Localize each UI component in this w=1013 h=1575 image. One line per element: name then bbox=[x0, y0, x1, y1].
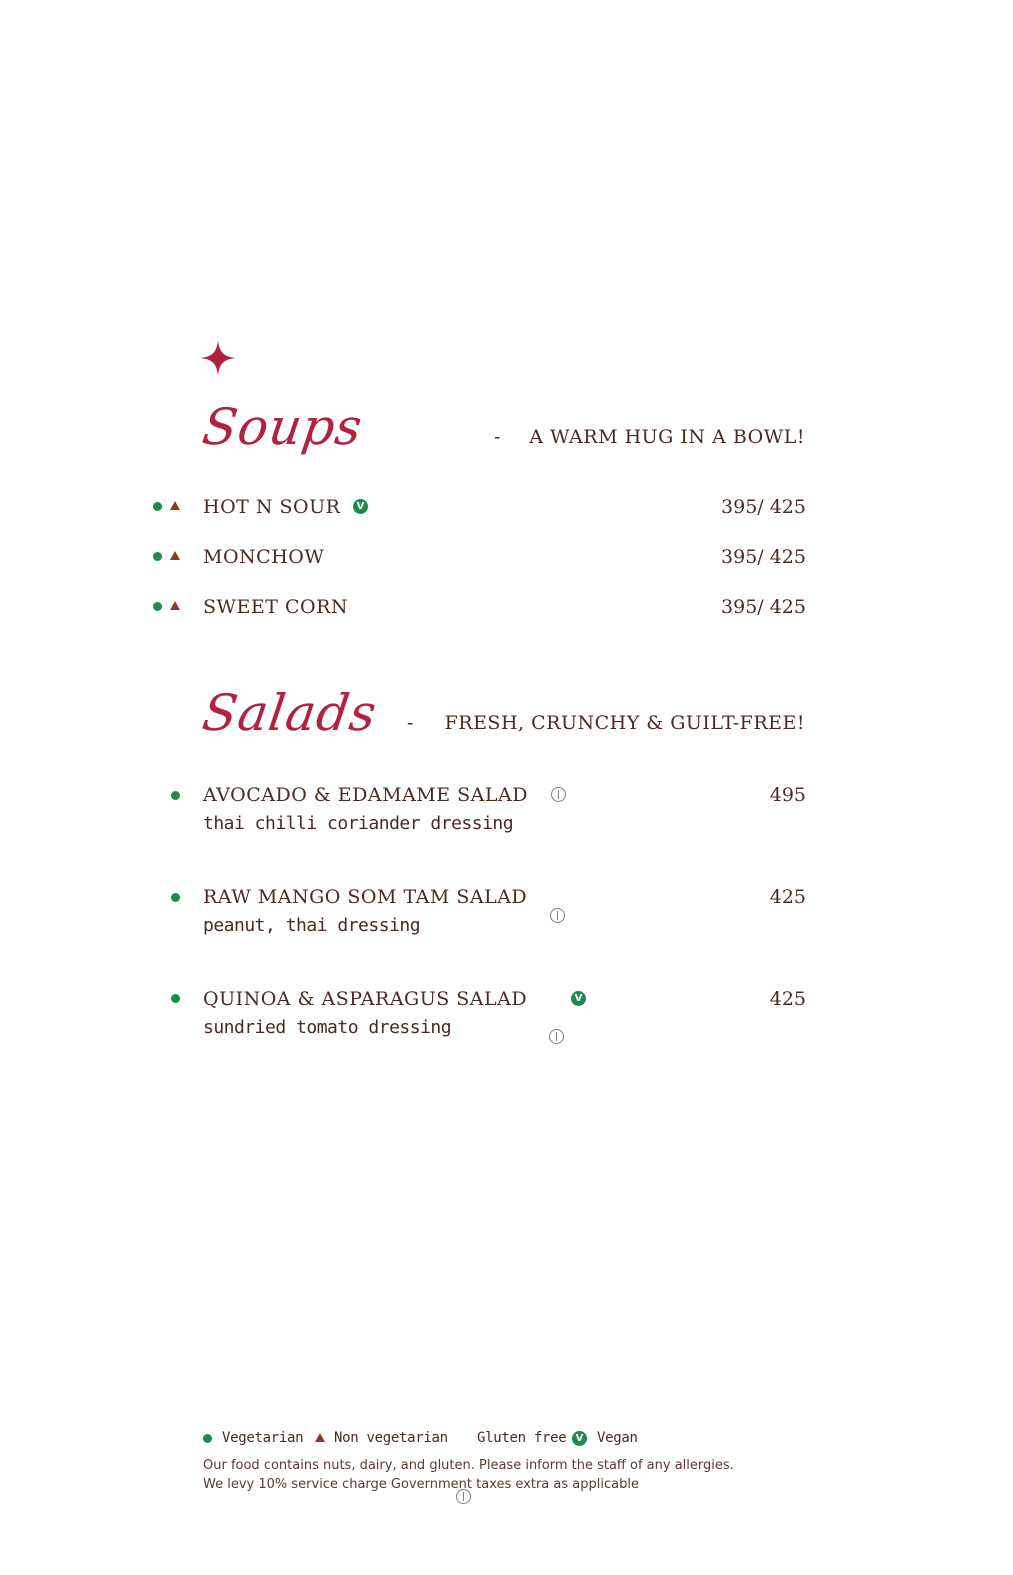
item-name: SWEET CORN bbox=[203, 596, 349, 618]
item-name: AVOCADO & EDAMAME SALAD bbox=[203, 784, 528, 806]
vegetarian-icon bbox=[153, 602, 162, 611]
vegan-icon: V bbox=[572, 1431, 587, 1446]
legend-non-vegetarian: Non vegetarian bbox=[334, 1430, 448, 1446]
gluten-free-icon bbox=[550, 908, 565, 923]
item-price: 425 bbox=[769, 886, 806, 908]
soups-title: Soups bbox=[198, 398, 367, 456]
vegan-icon: V bbox=[353, 499, 368, 514]
legend-gluten-free: Gluten free bbox=[477, 1430, 567, 1446]
vegetarian-icon bbox=[153, 552, 162, 561]
vegetarian-icon bbox=[153, 502, 162, 511]
non-vegetarian-icon bbox=[170, 551, 180, 560]
gluten-free-icon bbox=[549, 1029, 564, 1044]
item-description: peanut, thai dressing bbox=[203, 915, 421, 936]
item-price: 425 bbox=[769, 988, 806, 1010]
item-name: HOT N SOUR bbox=[203, 496, 341, 518]
vegetarian-icon bbox=[171, 893, 180, 902]
vegetarian-icon bbox=[171, 791, 180, 800]
non-vegetarian-icon bbox=[315, 1433, 325, 1442]
soups-tagline: A WARM HUG IN A BOWL! bbox=[529, 426, 805, 448]
legend-vegetarian: Vegetarian bbox=[222, 1430, 304, 1446]
star-icon bbox=[200, 340, 236, 376]
non-vegetarian-icon bbox=[170, 501, 180, 510]
item-price: 395/ 425 bbox=[721, 596, 806, 618]
item-description: thai chilli coriander dressing bbox=[203, 813, 514, 834]
item-price: 495 bbox=[769, 784, 806, 806]
salads-tagline: FRESH, CRUNCHY & GUILT-FREE! bbox=[444, 712, 805, 734]
item-price: 395/ 425 bbox=[721, 546, 806, 568]
item-name: MONCHOW bbox=[203, 546, 325, 568]
vegan-icon: V bbox=[571, 991, 586, 1006]
non-vegetarian-icon bbox=[170, 601, 180, 610]
vegetarian-icon bbox=[171, 994, 180, 1003]
item-price: 395/ 425 bbox=[721, 496, 806, 518]
item-name: RAW MANGO SOM TAM SALAD bbox=[203, 886, 528, 908]
item-description: sundried tomato dressing bbox=[203, 1017, 452, 1038]
item-name: QUINOA & ASPARAGUS SALAD bbox=[203, 988, 528, 1010]
salads-title: Salads bbox=[198, 684, 381, 742]
vegetarian-icon bbox=[203, 1434, 212, 1443]
salads-dash: - bbox=[407, 712, 414, 734]
gluten-free-icon bbox=[551, 787, 566, 802]
allergy-note: Our food contains nuts, dairy, and gluten. Please inform the staff of any allergies. bbox=[203, 1458, 734, 1473]
soups-dash: - bbox=[494, 426, 501, 448]
legend-vegan: Vegan bbox=[597, 1430, 638, 1446]
service-charge-note: We levy 10% service charge Government taxes extra as applicable bbox=[203, 1477, 639, 1492]
